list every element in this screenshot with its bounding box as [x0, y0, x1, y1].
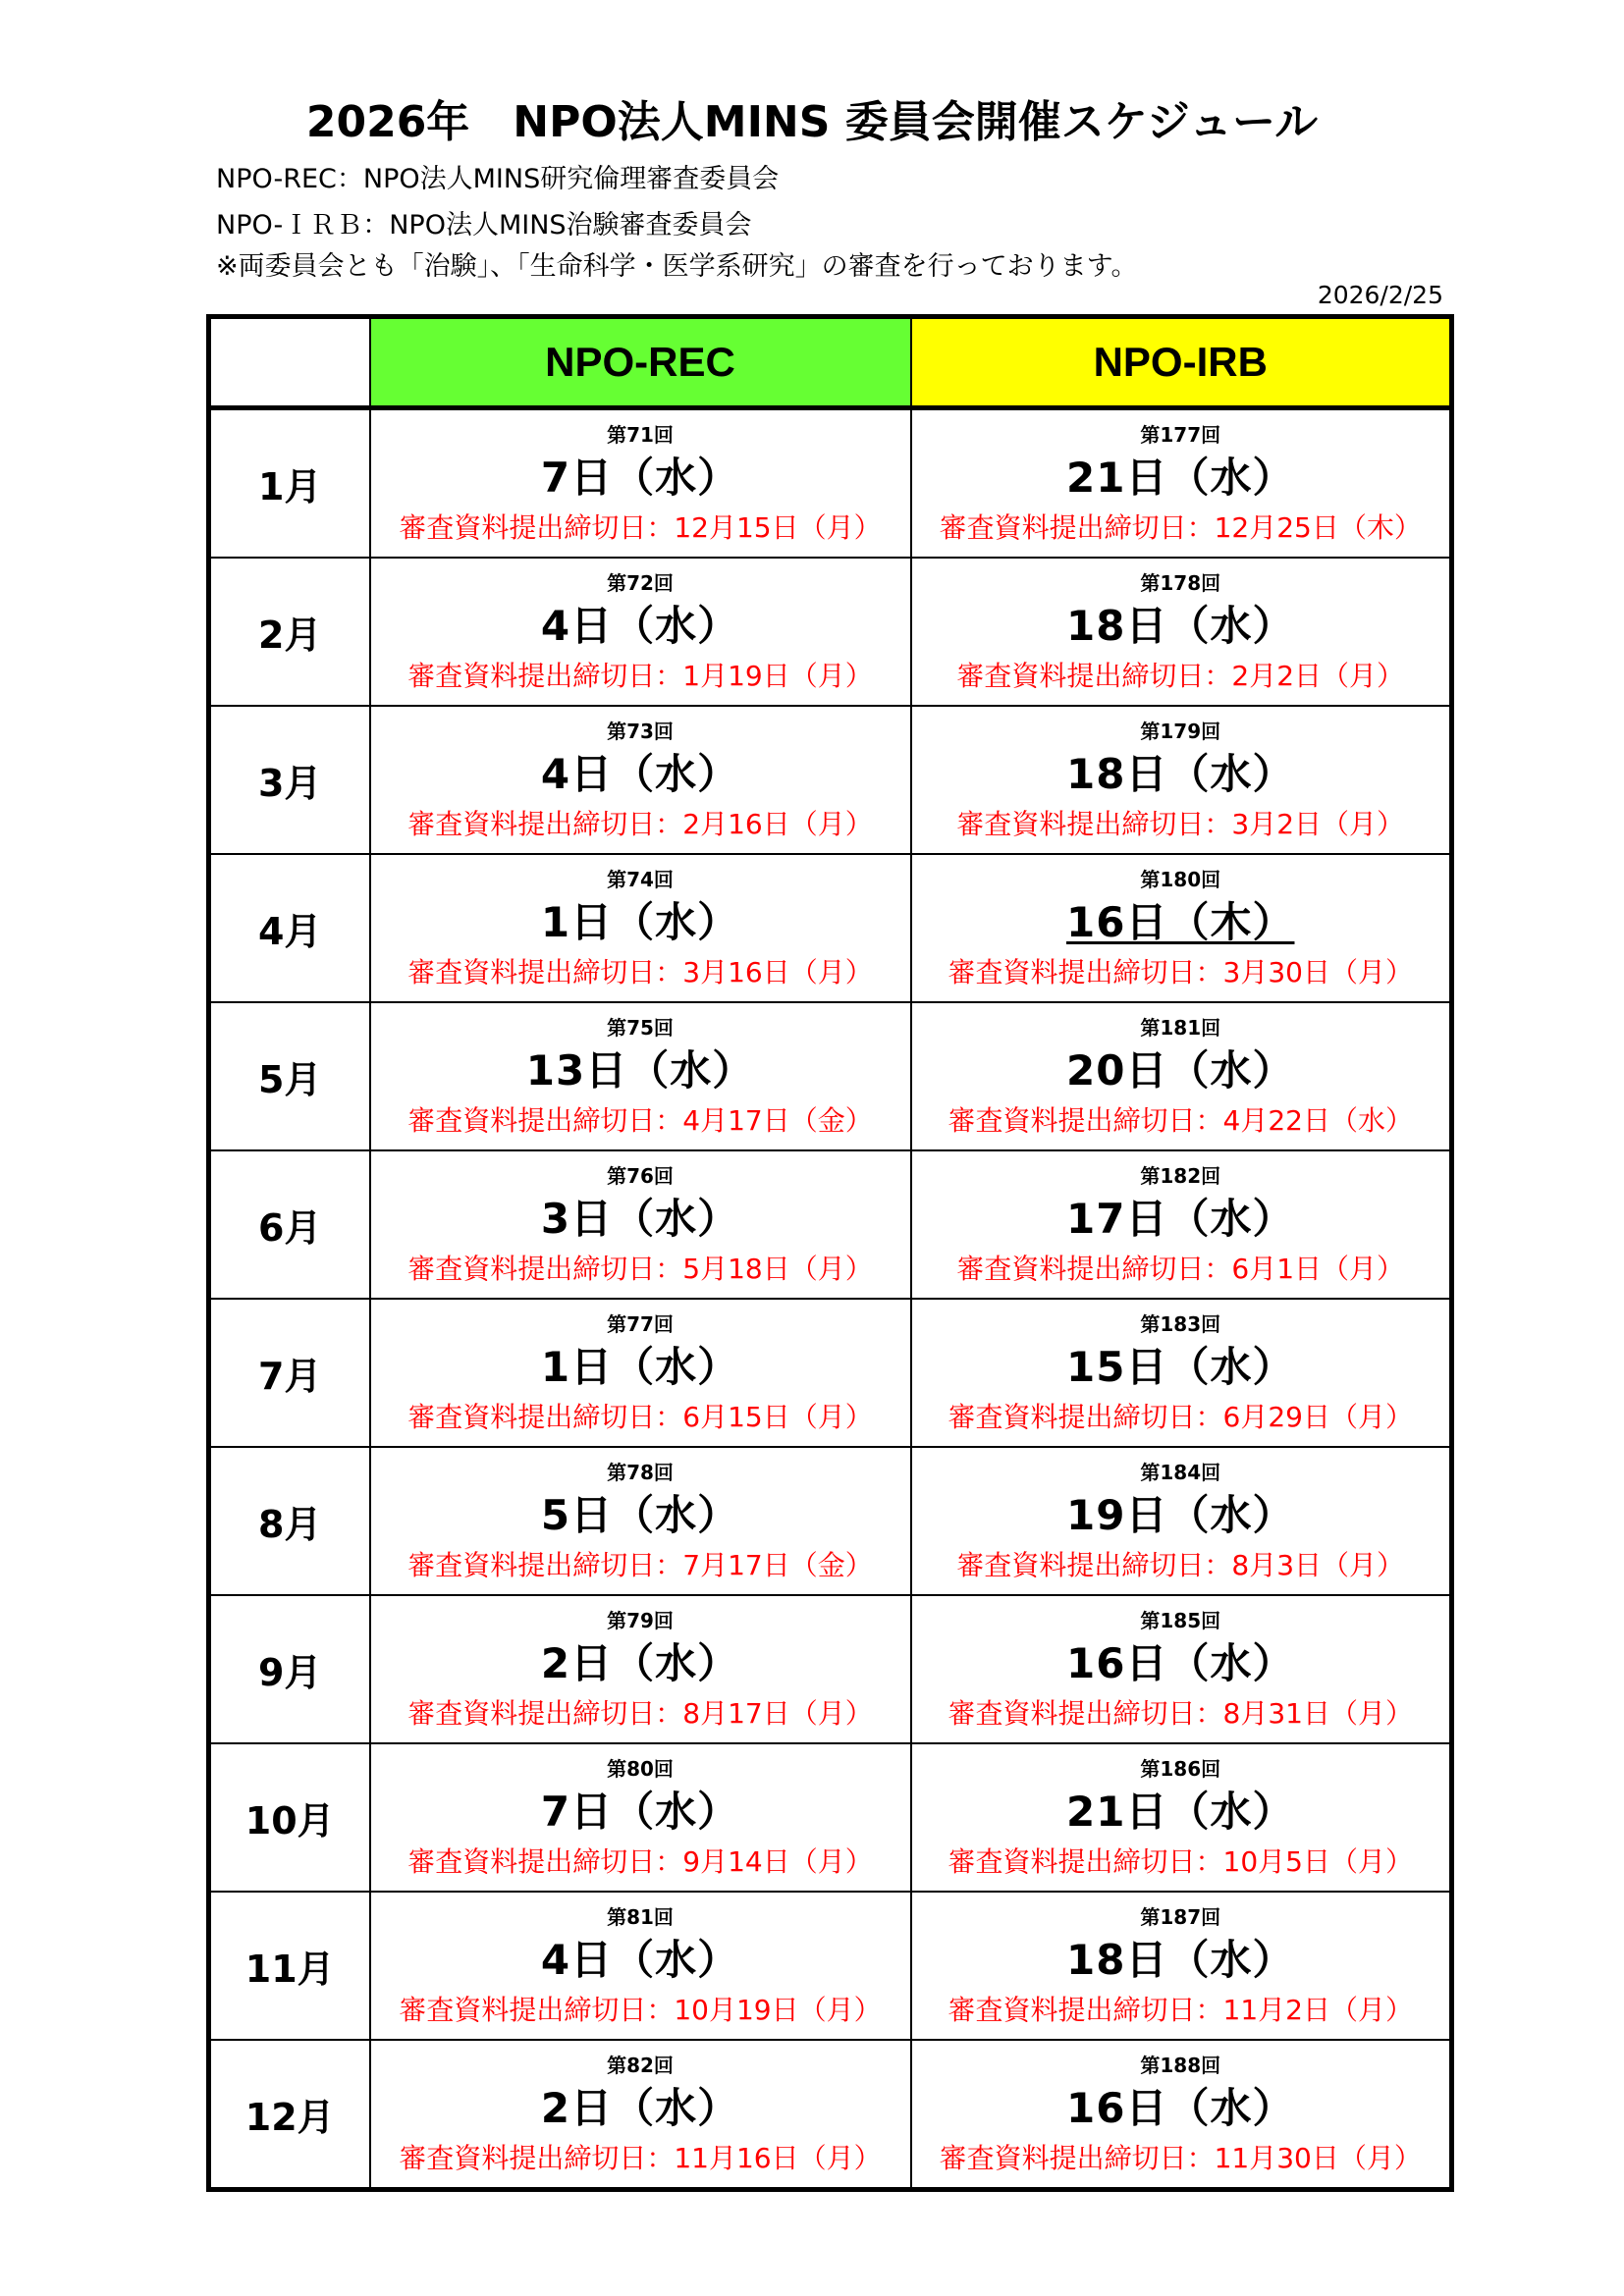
- table-row: [209, 1299, 1452, 1447]
- month-label: 2月: [209, 558, 370, 706]
- table-row: [209, 1892, 1452, 2040]
- meeting-round: 第186回: [1140, 1756, 1221, 1781]
- meeting-date: 19日（水）: [1066, 1490, 1295, 1539]
- meeting-round: 第77回: [607, 1311, 674, 1336]
- header-npo-irb: NPO-IRB: [911, 317, 1452, 408]
- submission-deadline: 審査資料提出締切日：3月2日（月）: [956, 807, 1405, 840]
- submission-deadline: 審査資料提出締切日：8月17日（月）: [407, 1696, 873, 1730]
- meeting-round: 第76回: [607, 1163, 674, 1188]
- submission-deadline: 審査資料提出締切日：7月17日（金）: [407, 1548, 873, 1581]
- rec-meeting-cell: [370, 1892, 911, 2040]
- rec-meeting-cell: [370, 1150, 911, 1299]
- meeting-date: 1日（水）: [540, 1342, 740, 1391]
- irb-meeting-cell: [911, 1595, 1452, 1743]
- month-label: 12月: [209, 2040, 370, 2190]
- meeting-round: 第75回: [607, 1015, 674, 1040]
- meeting-round: 第181回: [1140, 1015, 1221, 1040]
- irb-meeting-cell: [911, 1892, 1452, 2040]
- rec-meeting-cell: [370, 854, 911, 1002]
- meeting-date: 5日（水）: [540, 1490, 740, 1539]
- month-label: 7月: [209, 1299, 370, 1447]
- meeting-date: 18日（水）: [1066, 749, 1295, 798]
- submission-deadline: 審査資料提出締切日：6月29日（月）: [947, 1400, 1413, 1433]
- meeting-round: 第82回: [607, 2053, 674, 2077]
- meeting-date: 3日（水）: [540, 1194, 740, 1243]
- irb-meeting-cell: [911, 854, 1452, 1002]
- irb-meeting-cell: [911, 1002, 1452, 1150]
- meeting-date: 16日（水）: [1066, 2083, 1295, 2132]
- meeting-date: 21日（水）: [1066, 1787, 1295, 1836]
- submission-deadline: 審査資料提出締切日：11月30日（月）: [939, 2141, 1422, 2174]
- irb-meeting-cell: [911, 1743, 1452, 1892]
- table-row: [209, 1447, 1452, 1595]
- irb-meeting-cell: [911, 706, 1452, 854]
- table-row: [209, 1743, 1452, 1892]
- irb-meeting-cell: [911, 558, 1452, 706]
- table-row: [209, 408, 1452, 559]
- month-label: 11月: [209, 1892, 370, 2040]
- submission-deadline: 審査資料提出締切日：3月16日（月）: [407, 955, 873, 988]
- rec-meeting-cell: [370, 1299, 911, 1447]
- page-title: 2026年 NPO法人MINS 委員会開催スケジュール: [305, 97, 1319, 147]
- rec-meeting-cell: [370, 1743, 911, 1892]
- irb-meeting-cell: [911, 1299, 1452, 1447]
- submission-deadline: 審査資料提出締切日：1月19日（月）: [407, 659, 873, 692]
- table-row: [209, 558, 1452, 706]
- meeting-round: 第188回: [1140, 2053, 1221, 2077]
- meeting-date: 21日（水）: [1066, 453, 1295, 502]
- irb-meeting-cell: [911, 1447, 1452, 1595]
- table-row: [209, 2040, 1452, 2190]
- meeting-round: 第177回: [1140, 422, 1221, 447]
- meeting-round: 第80回: [607, 1756, 674, 1781]
- rec-meeting-cell: [370, 408, 911, 559]
- note-irb-definition: NPO-ＩＲＢ：NPO法人MINS治験審査委員会: [216, 210, 752, 240]
- meeting-date: 7日（水）: [540, 453, 740, 502]
- submission-deadline: 審査資料提出締切日：6月15日（月）: [407, 1400, 873, 1433]
- rec-meeting-cell: [370, 2040, 911, 2190]
- meeting-date: 15日（水）: [1066, 1342, 1295, 1391]
- meeting-date: 2日（水）: [540, 1638, 740, 1687]
- meeting-round: 第72回: [607, 570, 674, 595]
- meeting-round: 第182回: [1140, 1163, 1221, 1188]
- irb-meeting-cell: [911, 1150, 1452, 1299]
- table-row: [209, 1595, 1452, 1743]
- submission-deadline: 審査資料提出締切日：11月16日（月）: [399, 2141, 882, 2174]
- note-rec-definition: NPO-REC：NPO法人MINS研究倫理審査委員会: [216, 164, 780, 194]
- month-label: 9月: [209, 1595, 370, 1743]
- meeting-date: 16日（水）: [1066, 1638, 1295, 1687]
- month-label: 10月: [209, 1743, 370, 1892]
- meeting-round: 第71回: [607, 422, 674, 447]
- meeting-date: 17日（水）: [1066, 1194, 1295, 1243]
- meeting-round: 第187回: [1140, 1904, 1221, 1929]
- month-label: 5月: [209, 1002, 370, 1150]
- month-label: 1月: [209, 408, 370, 559]
- meeting-date: 18日（水）: [1066, 601, 1295, 650]
- meeting-date: 4日（水）: [540, 749, 740, 798]
- rec-meeting-cell: [370, 558, 911, 706]
- rec-meeting-cell: [370, 706, 911, 854]
- meeting-date: 4日（水）: [540, 1935, 740, 1984]
- submission-deadline: 審査資料提出締切日：9月14日（月）: [407, 1844, 873, 1878]
- meeting-date: 20日（水）: [1066, 1045, 1295, 1095]
- meeting-round: 第79回: [607, 1608, 674, 1632]
- table-row: [209, 1002, 1452, 1150]
- submission-deadline: 審査資料提出締切日：2月2日（月）: [956, 659, 1405, 692]
- meeting-date: 18日（水）: [1066, 1935, 1295, 1984]
- submission-deadline: 審査資料提出締切日：12月25日（木）: [939, 510, 1422, 544]
- meeting-round: 第183回: [1140, 1311, 1221, 1336]
- month-label: 6月: [209, 1150, 370, 1299]
- meeting-round: 第180回: [1140, 867, 1221, 891]
- submission-deadline: 審査資料提出締切日：8月3日（月）: [956, 1548, 1405, 1581]
- meeting-round: 第74回: [607, 867, 674, 891]
- submission-deadline: 審査資料提出締切日：10月19日（月）: [399, 1993, 882, 2026]
- table-row: [209, 854, 1452, 1002]
- rec-meeting-cell: [370, 1002, 911, 1150]
- meeting-date: 16日（木）: [1066, 897, 1295, 946]
- month-label: 4月: [209, 854, 370, 1002]
- submission-deadline: 審査資料提出締切日：3月30日（月）: [947, 955, 1413, 988]
- schedule-table: [206, 314, 1454, 2192]
- submission-deadline: 審査資料提出締切日：4月22日（水）: [947, 1103, 1413, 1137]
- header-row: [209, 317, 1452, 408]
- submission-deadline: 審査資料提出締切日：6月1日（月）: [956, 1252, 1405, 1285]
- meeting-round: 第81回: [607, 1904, 674, 1929]
- meeting-round: 第184回: [1140, 1460, 1221, 1484]
- submission-deadline: 審査資料提出締切日：12月15日（月）: [399, 510, 882, 544]
- submission-deadline: 審査資料提出締切日：11月2日（月）: [947, 1993, 1413, 2026]
- note-review-scope: ※両委員会とも「治験」、「生命科学・医学系研究」の審査を行っております。: [216, 251, 1138, 282]
- meeting-date: 13日（水）: [525, 1045, 755, 1095]
- meeting-date: 2日（水）: [540, 2083, 740, 2132]
- submission-deadline: 審査資料提出締切日：10月5日（月）: [947, 1844, 1413, 1878]
- meeting-date: 4日（水）: [540, 601, 740, 650]
- meeting-round: 第178回: [1140, 570, 1221, 595]
- submission-deadline: 審査資料提出締切日：2月16日（月）: [407, 807, 873, 840]
- month-label: 3月: [209, 706, 370, 854]
- submission-deadline: 審査資料提出締切日：8月31日（月）: [947, 1696, 1413, 1730]
- table-row: [209, 706, 1452, 854]
- meeting-round: 第185回: [1140, 1608, 1221, 1632]
- rec-meeting-cell: [370, 1447, 911, 1595]
- irb-meeting-cell: [911, 408, 1452, 559]
- submission-deadline: 審査資料提出締切日：5月18日（月）: [407, 1252, 873, 1285]
- meeting-round: 第179回: [1140, 719, 1221, 743]
- month-label: 8月: [209, 1447, 370, 1595]
- header-npo-rec: NPO-REC: [370, 317, 911, 408]
- meeting-round: 第78回: [607, 1460, 674, 1484]
- table-row: [209, 1150, 1452, 1299]
- meeting-date: 7日（水）: [540, 1787, 740, 1836]
- submission-deadline: 審査資料提出締切日：4月17日（金）: [407, 1103, 873, 1137]
- irb-meeting-cell: [911, 2040, 1452, 2190]
- meeting-date: 1日（水）: [540, 897, 740, 946]
- updated-date: 2026/2/25: [1317, 281, 1443, 309]
- rec-meeting-cell: [370, 1595, 911, 1743]
- header-month-blank: [209, 317, 370, 408]
- meeting-round: 第73回: [607, 719, 674, 743]
